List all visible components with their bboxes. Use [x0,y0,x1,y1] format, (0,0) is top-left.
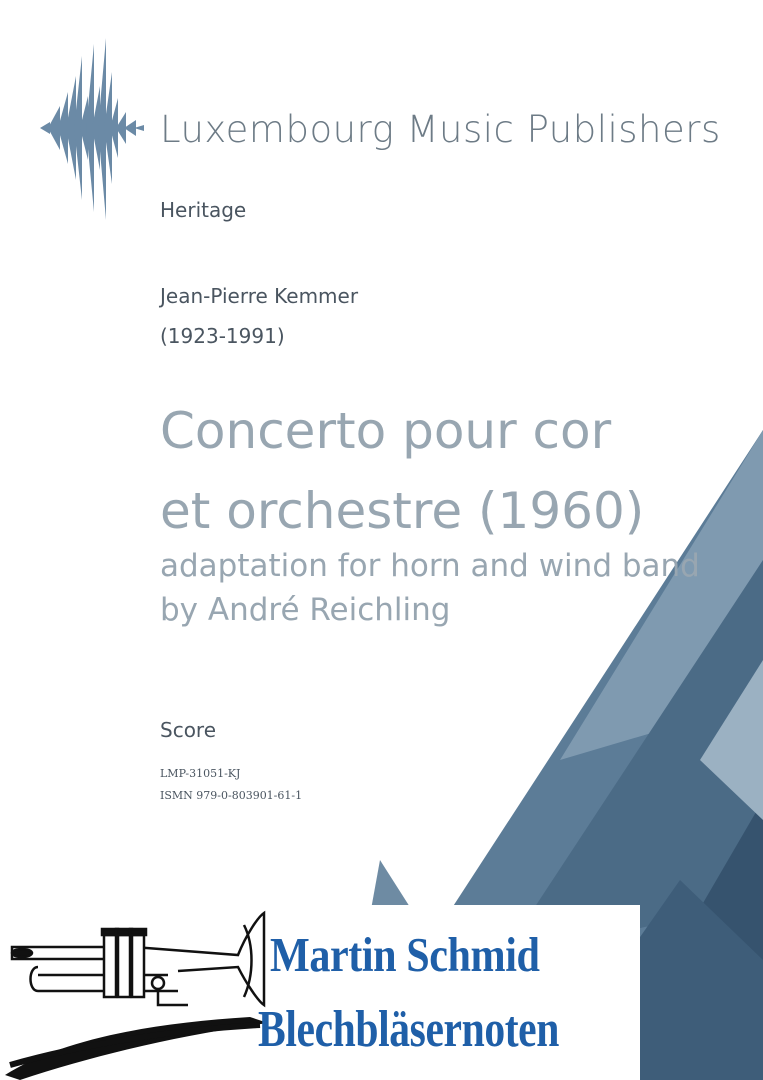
catalog-number: LMP-31051-KJ [160,767,241,780]
dealer-name-line2: Blechbläsernoten [258,1001,559,1058]
work-title-line1: Concerto pour cor [160,402,612,460]
work-subtitle-line1: adaptation for horn and wind band [160,548,700,584]
dealer-name-line1: Martin Schmid [270,927,540,982]
edition-label: Score [160,718,217,742]
work-subtitle-line2: by André Reichling [160,592,451,628]
series-label: Heritage [160,198,247,222]
soundwave-icon [36,36,146,226]
work-title-line2: et orchestre (1960) [160,482,645,540]
publisher-name: Luxembourg Music Publishers [160,108,721,151]
composer-name: Jean-Pierre Kemmer [160,284,359,308]
trumpet-icon [8,905,273,1015]
ismn-number: ISMN 979-0-803901-61-1 [160,789,303,802]
composer-dates: (1923-1991) [160,324,285,348]
